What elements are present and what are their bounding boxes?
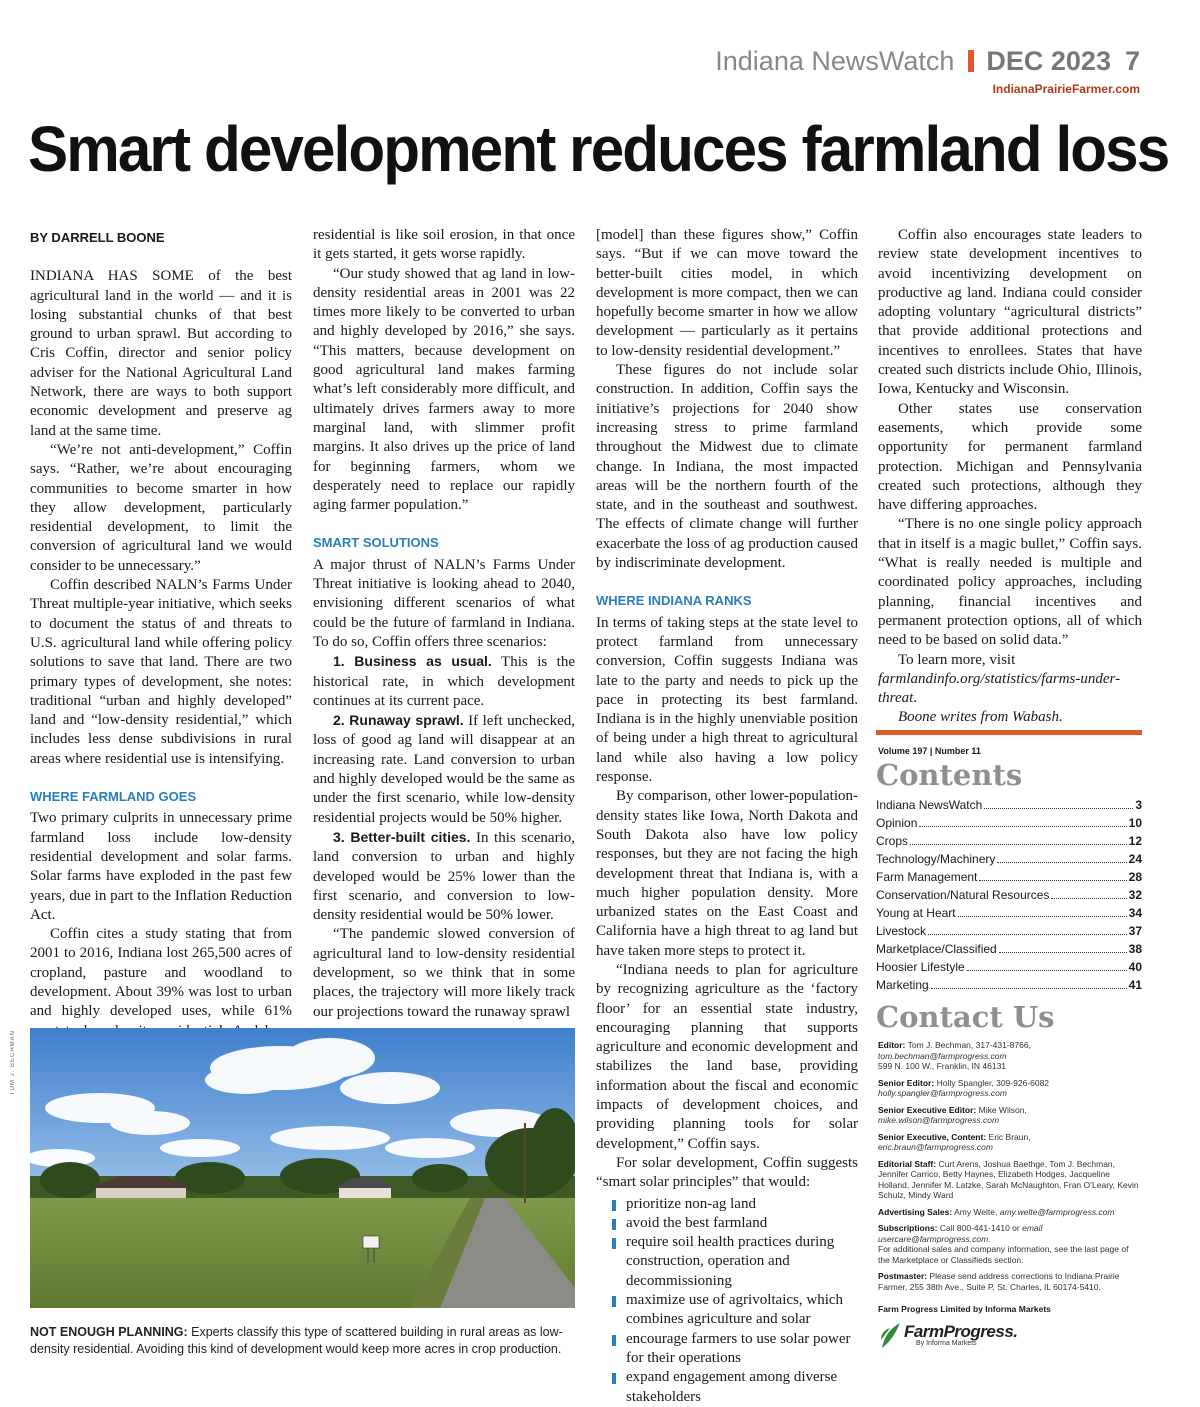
learn-more-period: . [913, 690, 918, 707]
paragraph: A major thrust of NALN’s Farms Under Threat initiative is looking ahead to 2040, envisioning different scenarios of what could be the future of farmland in Indiana. To do so, Coffin offers three scenarios: [313, 556, 575, 650]
paragraph: Coffin cites a study stating that from 2001 to 2016, Indiana lost 265,500 acres of cropland, pasture and woodland to development. About 39% was lost to urban and highly developed uses, while 61% [30, 926, 292, 1020]
toc-page: 41 [1128, 978, 1142, 992]
photo-caption [30, 1324, 575, 1358]
toc-leader [919, 826, 1126, 827]
scenario-1 [313, 652, 575, 711]
paragraph: By comparison, other lower-population-density states like Iowa, North Dakota and South Dakota also have low policy responses, but they are not facing the high development threat that Indiana is, with a much higher population density. More urbanized states on the East Coast and California have a high threat to ag land but have taken more steps to protect it. [596, 788, 858, 959]
learn-more-link[interactable]: farmlandinfo.org/statistics/farms-under-threat [878, 670, 1121, 707]
list-item: encourage farmers to use solar power for their operations [596, 1330, 858, 1369]
paragraph: These figures do not include solar construction. In addition, Coffin says the initiative’s projections for 2040 show increasing stress to prime farmland throughout the Midwest due to climate change. In Indiana, the most impacted areas will be the northern fourth of the state, and in the southeast and southwest. The effects of climate change will further exacerbate the loss of ag production caused by indiscriminate development. [596, 362, 858, 572]
article-column-4 [878, 226, 1142, 728]
article-column-2 [313, 226, 575, 1022]
paragraph: Coffin described NALN’s Farms Under Threat multiple-year initiative, which seeks to document the status of and threats to U.S. agricultural land while offering policy solutions to save that land. There are two primary types of development, she notes: traditional “urban and highly developed” land and “low-density residential,” which includes less dense subdivisions in rural areas where residential use is intensifying. [30, 577, 292, 767]
paragraph: For solar development, Coffin suggests “smart solar principles” that would: [596, 1154, 858, 1191]
senior-editor-contact [878, 1078, 1142, 1099]
website-link[interactable]: IndianaPrairieFarmer.com [992, 82, 1140, 96]
toc-label: Livestock [876, 924, 927, 938]
staff-text: Mike Wilson, [976, 1104, 1027, 1115]
contents-sidebar [876, 730, 1142, 1350]
paragraph: residential is like soil erosion, in that once it gets started, it gets worse rapidly. [313, 227, 575, 263]
list-item: require soil health practices during construction, operation and decommissioning [596, 1233, 858, 1291]
publication-section: Indiana NewsWatch [715, 46, 955, 76]
staff-email[interactable]: amy.welte@farmprogress.com [999, 1206, 1115, 1217]
staff-text: Amy Welte, [952, 1206, 1000, 1217]
contact-section [876, 998, 1142, 1350]
editorial-staff [878, 1159, 1142, 1201]
toc-item[interactable] [876, 814, 1142, 832]
toc-page: 10 [1128, 816, 1142, 830]
staff-email[interactable]: eric.braun@farmprogress.com [878, 1142, 993, 1152]
advertising-contact [878, 1207, 1142, 1218]
senior-executive-content-contact [878, 1132, 1142, 1153]
staff-label: Editorial Staff: [878, 1158, 937, 1169]
subscriptions-contact [878, 1223, 1142, 1265]
issue-date: DEC 2023 [986, 46, 1111, 76]
contact-heading: Contact Us [876, 1000, 1055, 1034]
learn-more-paragraph [878, 651, 1142, 709]
subhead-where-indiana-ranks: WHERE INDIANA RANKS [596, 593, 752, 609]
toc-page: 12 [1128, 834, 1142, 848]
article-photo [30, 1028, 575, 1308]
sign-post [363, 1236, 379, 1248]
logo-wordmark: FarmProgress. [904, 1322, 1018, 1341]
list-item: expand engagement among diverse stakeholders [596, 1368, 858, 1407]
staff-email[interactable]: email usercare@farmprogress.com. [878, 1223, 1043, 1244]
staff-text: Call 800-441-1410 or [937, 1223, 1023, 1233]
staff-text: Curt Arens, Joshua Baethge, Tom J. Bechman, Jennifer Carrico, Betty Haynes, Elizabeth Hodges, Jacqueline Holland, Jennifer M. Latzke, Sarah McNaughton, Fran O’Leary, Kevin Schulz, Mindy Ward [878, 1158, 1139, 1200]
staff-text: Please send address corrections to Indiana Prairie Farmer, 255 38th Ave., Suite P, St. Charles, IL 60174-5410. [878, 1271, 1120, 1292]
toc-item[interactable] [876, 958, 1142, 976]
article-column-3 [596, 226, 858, 1407]
toc-page: 28 [1128, 870, 1142, 884]
paragraph: Coffin also encourages state leaders to review state development incentives to avoid incentivizing development on productive ag land. Indiana could consider adopting voluntary “agricultural districts” that provide additional protections and incentives to enrollees. States that have created such districts include Ohio, Illinois, Iowa, Kentucky and Wisconsin. [878, 227, 1142, 398]
toc-label: Technology/Machinery [876, 852, 996, 866]
paragraph: Other states use conservation easements, which provide some opportunity for permanent farmland protection. Michigan and Pennsylvania created such protections, although they have differing approaches. [878, 400, 1142, 514]
toc-label: Crops [876, 834, 909, 848]
byline: BY DARRELL BOONE [30, 230, 165, 245]
postmaster-note [878, 1271, 1142, 1292]
scenario-2 [313, 711, 575, 828]
caption-text: Experts classify this type of scattered building in rural areas as low-density residential. Avoiding this kind of development would keep more acres in crop production. [30, 1325, 563, 1356]
scenario-1-text: This is the historical rate, in which development continues at its current pace. [313, 654, 576, 709]
leaf-logo-icon [878, 1320, 904, 1350]
toc-page: 37 [1128, 924, 1142, 938]
toc-page: 24 [1128, 852, 1142, 866]
lede-caps: INDIANA HAS SOME [30, 268, 194, 285]
list-item: maximize use of agrivoltaics, which combines agriculture and solar [596, 1291, 858, 1330]
scenario-2-text: If left unchecked, loss of good ag land will disappear at an increasing rate. Land conversion to urban and highly developed would be the same as under the first scenario, while low-density residential projects would be 50% higher. [313, 713, 575, 826]
toc-label: Marketplace/Classified [876, 942, 997, 956]
staff-label: Editor: [878, 1040, 906, 1050]
owner-line: Farm Progress Limited by Informa Markets [878, 1304, 1051, 1314]
toc-label: Farm Management [876, 870, 978, 884]
masthead-divider [968, 50, 974, 72]
toc-label: Indiana NewsWatch [876, 798, 983, 812]
staff-label: Postmaster: [878, 1271, 928, 1281]
staff-text: Holly Spangler, 309-926-6082 [934, 1077, 1050, 1088]
toc-page: 38 [1128, 942, 1142, 956]
staff-label: Subscriptions: [878, 1223, 938, 1233]
toc-item[interactable] [876, 832, 1142, 850]
masthead-line [715, 44, 1140, 78]
subhead-where-farmland-goes: WHERE FARMLAND GOES [30, 789, 197, 805]
caption-label: NOT ENOUGH PLANNING: [30, 1325, 188, 1339]
list-item: avoid the best farmland [596, 1214, 858, 1233]
list-item: prioritize non-ag land [596, 1195, 858, 1214]
toc-item[interactable] [876, 886, 1142, 904]
staff-label: Advertising Sales: [878, 1206, 953, 1217]
toc-leader [984, 808, 1133, 809]
toc-label: Hoosier Lifestyle [876, 960, 965, 974]
toc-item[interactable] [876, 796, 1142, 814]
scenario-3-text: In this scenario, land conversion to urban and highly developed would be 25% lower than the first scenario, and conversion to low-density residential would be 50% lower. [313, 829, 576, 924]
toc-leader [997, 862, 1126, 863]
logo-subtitle: By Informa Markets [916, 1340, 977, 1347]
author-note [878, 708, 1142, 727]
paragraph: “Our study showed that ag land in low-density residential areas in 2001 was 22 times more likely to be converted to urban and highly developed by 2016,” she says. “This matters, because development on good agricultural land makes farming what’s left considerably more difficult, and ultimately drives farmers away to more marginal land, with slimmer profit margins. It also drives up the price of land for beginning farmers, whom we desperately need to replace our rapidly aging farmer population.” [313, 265, 575, 514]
subhead-smart-solutions: SMART SOLUTIONS [313, 535, 439, 551]
toc-label: Conservation/Natural Resources [876, 888, 1050, 902]
toc-item[interactable] [876, 850, 1142, 868]
sidebar-rule [876, 730, 1142, 735]
farmland-photo-illustration [30, 1028, 575, 1308]
toc-leader [979, 880, 1126, 881]
toc-item[interactable] [876, 868, 1142, 886]
lede-text: of the best agricultural land in the world — and it is losing substantial chunks of that best ground to urban sprawl. But according to Cris Coffin, director and senior policy adviser for the National Agricultural Land Network, there are ways to both support economic development and preserve ag land at the same time. [30, 268, 292, 439]
toc-item[interactable] [876, 976, 1142, 994]
toc-label: Young at Heart [876, 906, 956, 920]
photo-credit: TOM J. BECHMAN [10, 1030, 16, 1096]
scenario-1-lead: 1. Business as usual. [333, 653, 492, 670]
article-headline: Smart development reduces farmland loss [28, 113, 1169, 185]
staff-email[interactable]: mike.wilson@farmprogress.com [878, 1115, 1000, 1125]
article-column-1 [30, 226, 292, 1060]
toc-leader [931, 988, 1127, 989]
toc-leader [958, 916, 1127, 917]
scenario-2-lead: 2. Runaway sprawl. [333, 712, 464, 729]
toc-page: 34 [1128, 906, 1142, 920]
lede-paragraph [30, 267, 292, 441]
page-number: 7 [1124, 46, 1140, 76]
masthead [715, 44, 1140, 96]
author-note-text: Boone writes from Wabash. [898, 709, 1063, 726]
solar-principles-list [596, 1195, 858, 1407]
toc-leader [1051, 898, 1126, 899]
toc-item[interactable] [876, 922, 1142, 940]
editor-contact [878, 1040, 1142, 1072]
toc-leader [999, 952, 1127, 953]
toc-item[interactable] [876, 904, 1142, 922]
scenario-3-lead: 3. Better-built cities. [333, 828, 471, 845]
toc-leader [967, 970, 1127, 971]
paragraph: [model] than these figures show,” Coffin says. “But if we can move toward the better-built cities model, in which development is more compact, then we can hopefully become smarter in how we allow development — particularly as it pertains to low-density residential development.” [596, 227, 858, 359]
volume-number: Volume 197 | Number 11 [878, 746, 981, 756]
contents-heading: Contents [876, 758, 1023, 792]
learn-more-text: To learn more, visit [898, 651, 1016, 668]
toc-label: Opinion [876, 816, 918, 830]
staff-text: For additional sales and company information, see the last page of the Marketplace or Classifieds section. [878, 1244, 1129, 1265]
toc-leader [910, 844, 1127, 845]
toc-item[interactable] [876, 940, 1142, 958]
toc-page: 3 [1135, 798, 1142, 812]
table-of-contents [876, 796, 1142, 994]
toc-page: 32 [1128, 888, 1142, 902]
paragraph: “There is no one single policy approach that in itself is a magic bullet,” Coffin says. “What is really needed is multiple and coordinated policy approaches, including planning, financial incentives and permanent protection options, all of which need to be based on solid data.” [878, 516, 1142, 649]
scenario-3 [313, 828, 575, 925]
senior-executive-editor-contact [878, 1105, 1142, 1126]
paragraph: “The pandemic slowed conversion of agricultural land to low-density residential development, so we think that in some places, the trajectory will more likely track our projections toward the runaway sprawl [313, 926, 575, 1020]
staff-label: Senior Executive, Content: [878, 1131, 987, 1142]
staff-address: 599 N. 100 W., Franklin, IN 46131 [878, 1061, 1007, 1071]
staff-label: Senior Executive Editor: [878, 1104, 977, 1115]
paragraph: Two primary culprits in unnecessary prime farmland loss include low-density residential development and solar farms. Solar farms have exploded in the past few years, due in part to the Inflation Reduction Act. [30, 810, 292, 923]
staff-email[interactable]: holly.spangler@farmprogress.com [878, 1088, 1007, 1098]
staff-email[interactable]: tom.bechman@farmprogress.com [878, 1050, 1007, 1061]
paragraph: “Indiana needs to plan for agriculture by recognizing agriculture as the ‘factory floor’ for an essential state industry, encouraging planning that supports agriculture and economic development and stabilizes the land base, providing information about the fiscal and economic impacts of development choices, and providing planning tools for solar development,” Coffin says. [596, 961, 858, 1152]
paragraph: “We’re not anti-development,” Coffin says. “Rather, we’re about encouraging communities to become smarter in how they allow development, particularly residential development, to limit the conversion of agricultural land we would consider to be unnecessary.” [30, 441, 292, 574]
toc-leader [928, 934, 1127, 935]
toc-label: Marketing [876, 978, 929, 992]
staff-label: Senior Editor: [878, 1077, 935, 1088]
logo-text [904, 1323, 1018, 1347]
toc-page: 40 [1128, 960, 1142, 974]
paragraph: In terms of taking steps at the state level to protect farmland from unnecessary conversion, Coffin suggests Indiana was late to the party and needs to pick up the pace in protecting its best farmland. Indiana is in the highly unenviable position of being under a high threat to agricultural land while also having a low policy response. [596, 614, 858, 786]
staff-text: Eric Braun, [986, 1131, 1031, 1142]
staff-text: Tom J. Bechman, 317-431-8766, [905, 1040, 1031, 1050]
farm-progress-logo [878, 1320, 1142, 1350]
